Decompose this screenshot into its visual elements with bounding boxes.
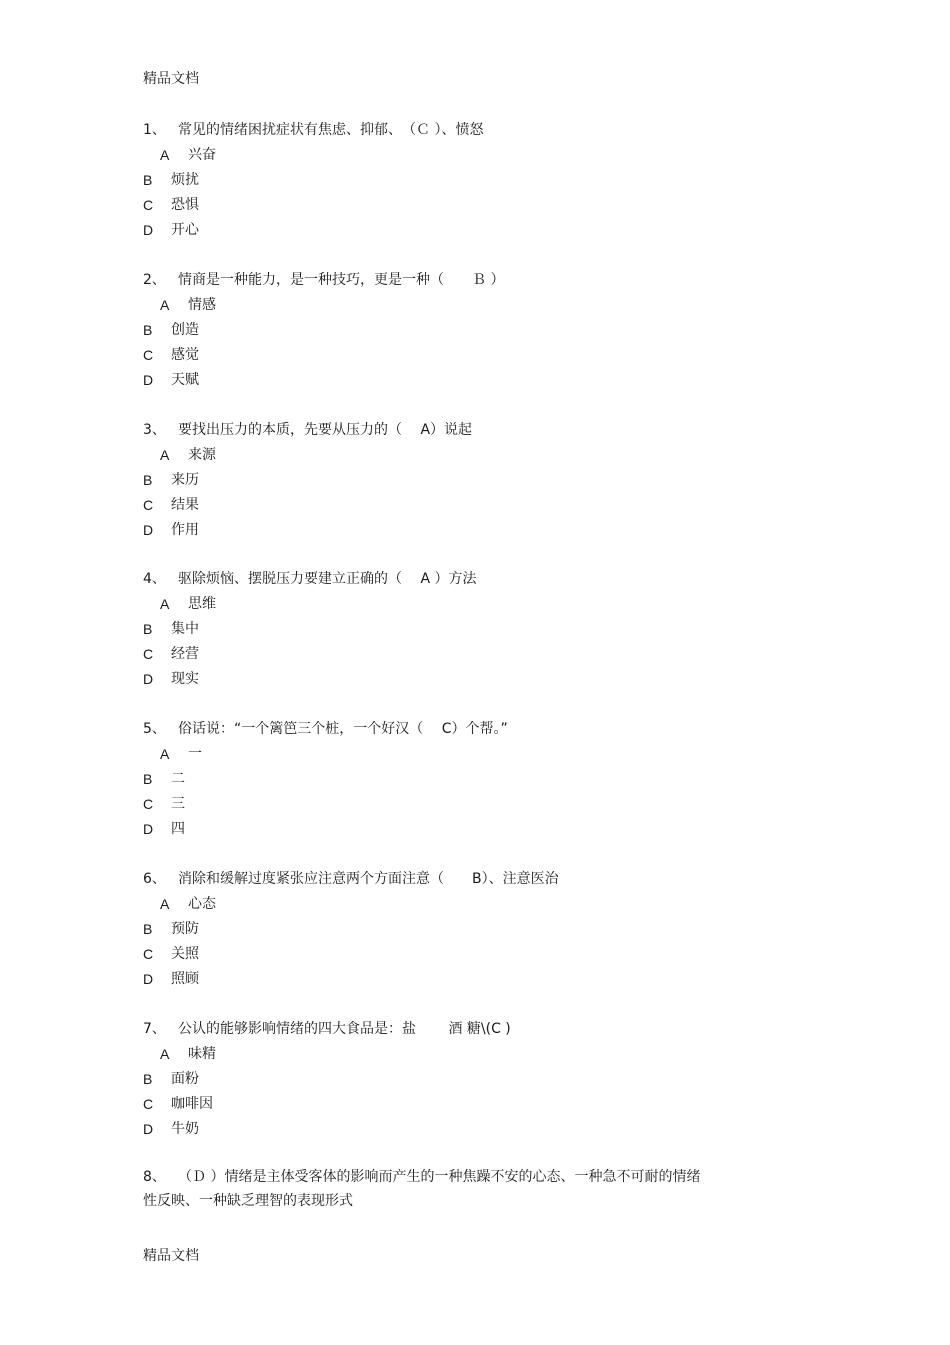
option-text: 经营 [171, 646, 199, 663]
option-letter: A [160, 296, 170, 313]
question-text-continued: 性反映、一种缺乏理智的表现形式 [143, 1193, 353, 1209]
question-text: 公认的能够影响情绪的四大食品是：盐 酒 糖\(C ) [178, 1020, 511, 1037]
option-letter: D [143, 222, 154, 238]
option-letter: A [160, 746, 170, 763]
option-text: 集中 [171, 621, 199, 638]
option-letter: B [143, 321, 153, 338]
option-text: 味精 [188, 1045, 216, 1062]
option-letter: C [143, 796, 154, 813]
option-letter: B [143, 771, 153, 788]
option-text: 四 [171, 821, 185, 838]
option-letter: B [143, 621, 153, 638]
option-letter: A [160, 147, 170, 163]
option-letter: C [143, 496, 154, 513]
option-letter: D [143, 971, 154, 987]
option-text: 感觉 [171, 346, 199, 363]
option-letter: C [143, 646, 154, 663]
option-text: 三 [171, 796, 185, 813]
question-text: 消除和缓解过度紧张应注意两个方面注意（ B）、注意医治 [178, 871, 559, 887]
question-number: 4、 [143, 571, 166, 588]
question-text: 俗话说：“一个篱笆三个桩，一个好汉（ C）个帮。” [178, 721, 508, 738]
option-text: 情感 [188, 296, 216, 313]
option-text: 来源 [188, 446, 216, 463]
option-letter: C [143, 346, 154, 363]
option-letter: C [143, 946, 154, 962]
option-text: 恐惧 [171, 197, 199, 213]
question-number: 2、 [143, 271, 166, 288]
option-text: 现实 [171, 671, 199, 688]
option-text: 面粉 [171, 1070, 199, 1087]
option-letter: A [160, 896, 170, 912]
question-text: （Ｄ ）情绪是主体受客体的影响而产生的一种焦躁不安的心态、一种急不可耐的情绪 [178, 1169, 701, 1185]
question-number: 8、 [143, 1169, 166, 1185]
option-text: 二 [171, 771, 185, 788]
option-text: 预防 [171, 921, 199, 937]
question-text: 情商是一种能力，是一种技巧，更是一种（ Ｂ ） [178, 271, 505, 288]
option-text: 天赋 [171, 371, 199, 388]
option-letter: A [160, 1045, 170, 1062]
question-number: 7、 [143, 1020, 166, 1037]
option-letter: C [143, 197, 154, 213]
page-footer: 精品文档 [143, 1248, 199, 1264]
option-text: 思维 [188, 596, 216, 613]
option-letter: D [143, 1120, 154, 1137]
option-letter: A [160, 446, 170, 463]
option-letter: A [160, 596, 170, 613]
question-text: 常见的情绪困扰症状有焦虑、抑郁、 （Ｃ ）、愤怒 [178, 122, 484, 138]
option-text: 牛奶 [171, 1120, 199, 1137]
question-number: 6、 [143, 871, 166, 887]
option-letter: B [143, 1070, 153, 1087]
question-number: 5、 [143, 721, 166, 738]
option-text: 兴奋 [188, 147, 216, 163]
option-text: 心态 [188, 896, 216, 912]
option-text: 创造 [171, 321, 199, 338]
option-text: 开心 [171, 222, 199, 238]
option-text: 烦扰 [171, 172, 199, 188]
question-text: 要找出压力的本质，先要从压力的（ A）说起 [178, 421, 473, 438]
option-letter: D [143, 521, 154, 538]
page-header: 精品文档 [143, 71, 199, 87]
option-text: 咖啡因 [171, 1095, 213, 1112]
option-letter: C [143, 1095, 154, 1112]
option-letter: B [143, 172, 153, 188]
question-number: 3、 [143, 421, 166, 438]
option-text: 作用 [171, 521, 199, 538]
option-letter: D [143, 821, 154, 838]
option-letter: D [143, 371, 154, 388]
option-text: 来历 [171, 471, 199, 488]
option-text: 关照 [171, 946, 199, 962]
option-text: 照顾 [171, 971, 199, 987]
option-letter: B [143, 921, 153, 937]
option-letter: B [143, 471, 153, 488]
option-text: 结果 [171, 496, 199, 513]
question-text: 驱除烦恼、摆脱压力要建立正确的（ A ）方法 [178, 571, 477, 588]
option-letter: D [143, 671, 154, 688]
question-number: 1、 [143, 122, 166, 138]
option-text: 一 [188, 746, 202, 763]
